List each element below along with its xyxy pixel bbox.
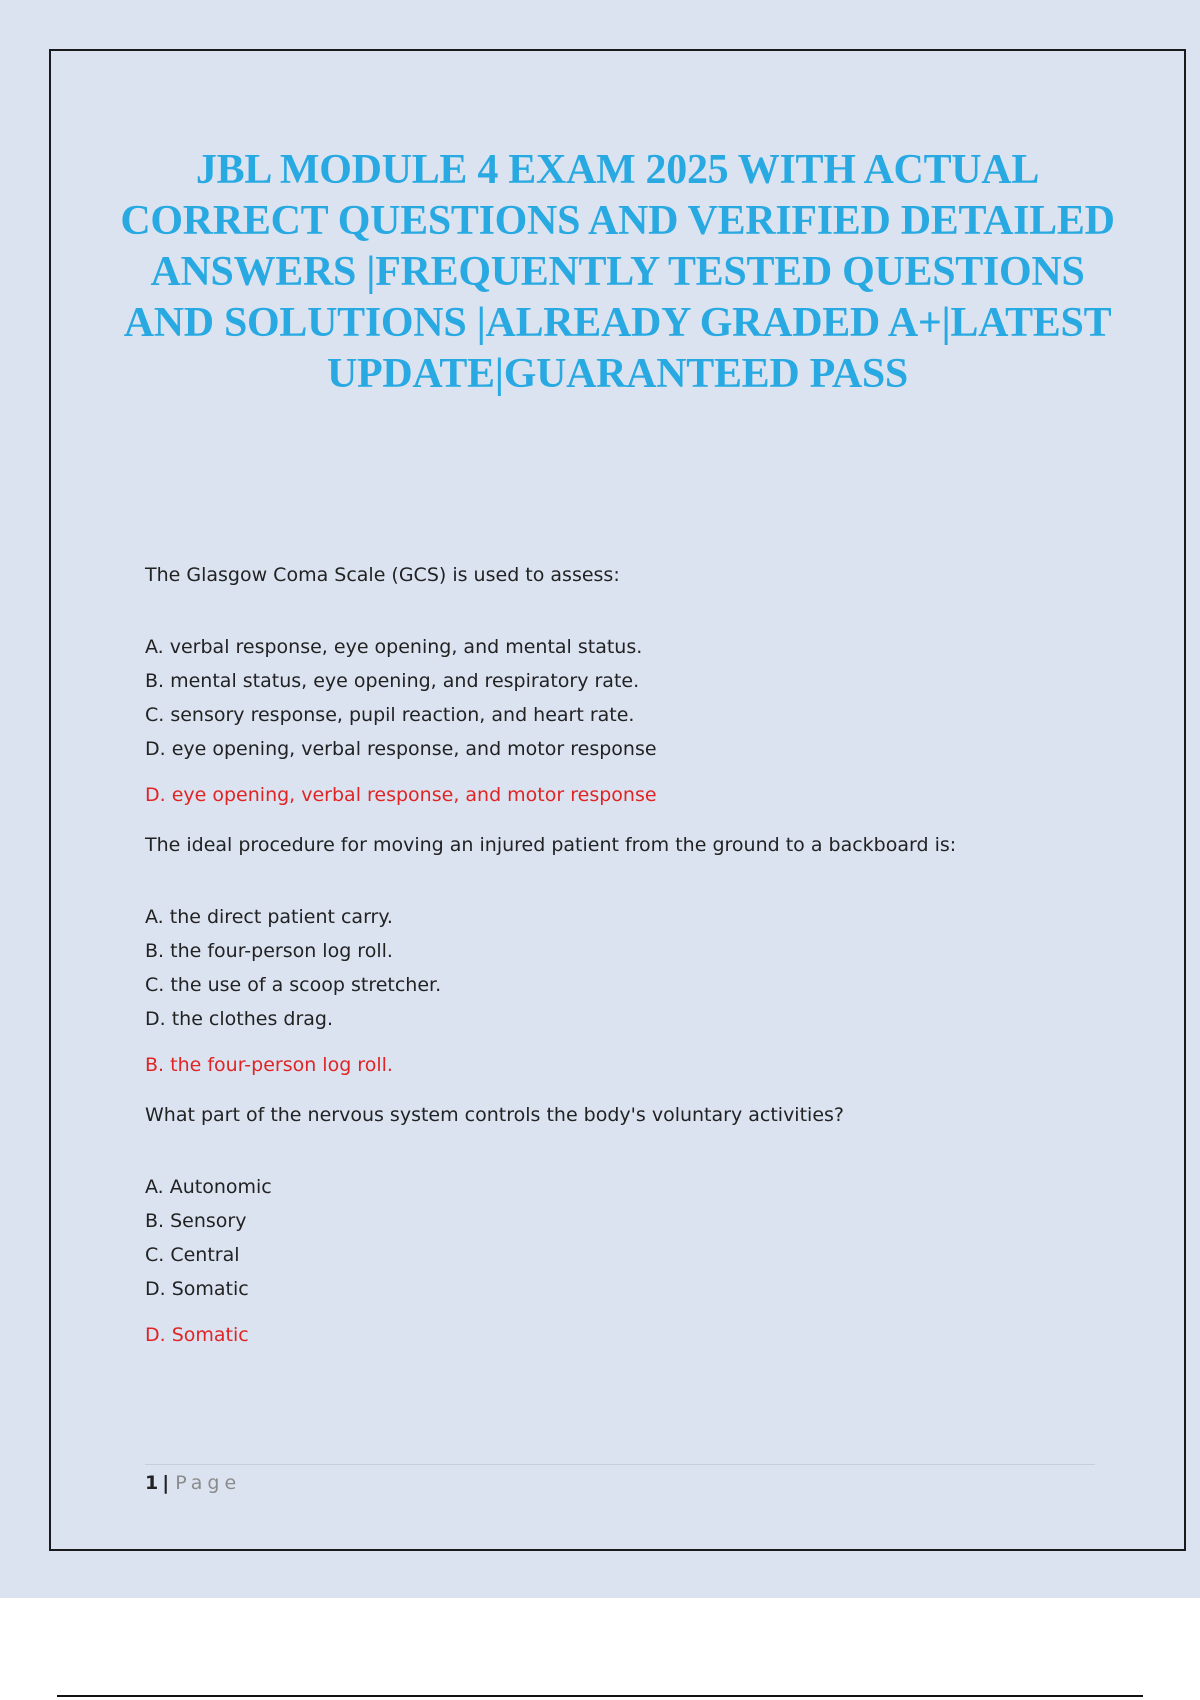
question-text: The Glasgow Coma Scale (GCS) is used to assess:: [145, 564, 620, 586]
option-b: B. the four-person log roll.: [145, 940, 393, 962]
option-list: [145, 900, 1105, 1036]
option-c: C. the use of a scoop stretcher.: [145, 974, 442, 996]
question-text: The ideal procedure for moving an injured patient from the ground to a backboard is:: [145, 834, 957, 856]
option-a: A. the direct patient carry.: [145, 906, 393, 928]
page-footer: [145, 1470, 241, 1496]
correct-answer: D. Somatic: [145, 1324, 249, 1346]
correct-answer: D. eye opening, verbal response, and motor response: [145, 784, 657, 806]
question-block-2: [145, 832, 1105, 1078]
footer-separator: |: [162, 1472, 170, 1494]
page-label: Page: [175, 1472, 242, 1494]
option-list: [145, 630, 1105, 766]
footer-divider: [145, 1464, 1095, 1465]
bottom-divider: [57, 1695, 1143, 1697]
page-number: 1: [145, 1472, 159, 1494]
question-block-1: [145, 562, 1105, 808]
option-d: D. the clothes drag.: [145, 1008, 334, 1030]
option-c: C. sensory response, pupil reaction, and heart rate.: [145, 704, 635, 726]
option-a: A. Autonomic: [145, 1176, 272, 1198]
option-d: D. eye opening, verbal response, and motor response: [145, 738, 657, 760]
option-list: [145, 1170, 1105, 1306]
question-text: What part of the nervous system controls the body's voluntary activities?: [145, 1104, 844, 1126]
option-c: C. Central: [145, 1244, 240, 1266]
question-block-3: [145, 1102, 1105, 1348]
option-b: B. Sensory: [145, 1210, 247, 1232]
option-b: B. mental status, eye opening, and respiratory rate.: [145, 670, 640, 692]
question-list: [145, 562, 1105, 1348]
option-d: D. Somatic: [145, 1278, 249, 1300]
correct-answer: B. the four-person log roll.: [145, 1054, 393, 1076]
option-a: A. verbal response, eye opening, and mental status.: [145, 636, 643, 658]
document-title: JBL MODULE 4 EXAM 2025 WITH ACTUAL CORRECT QUESTIONS AND VERIFIED DETAILED ANSWERS |FREQUENTLY TESTED QUESTIONS AND SOLUTIONS |ALREADY GRADED A+|LATEST UPDATE|GUARANTEED PASS: [120, 147, 1115, 397]
